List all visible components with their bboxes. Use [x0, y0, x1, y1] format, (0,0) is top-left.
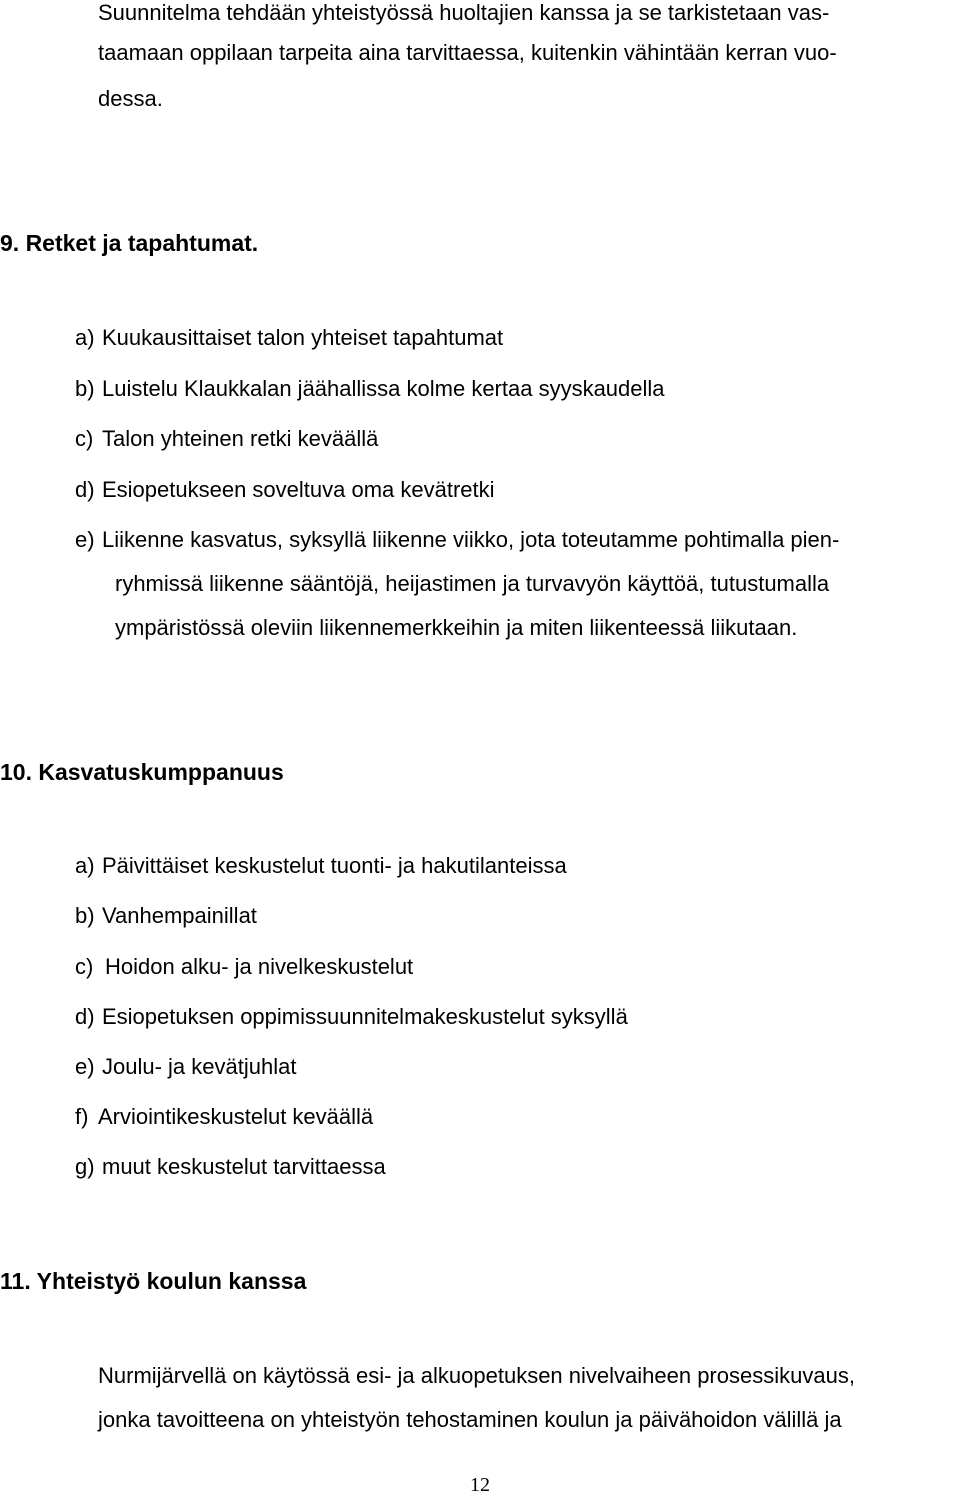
- page-number: 12: [470, 1474, 490, 1496]
- list-item-text: muut keskustelut tarvittaessa: [102, 1154, 386, 1179]
- list-marker: b): [75, 903, 95, 928]
- paragraph-line: jonka tavoitteena on yhteistyön tehostaminen koulun ja päivähoidon välillä ja: [98, 1407, 842, 1432]
- list-item-text: Vanhempainillat: [102, 903, 257, 928]
- section-heading: 9. Retket ja tapahtumat.: [0, 230, 259, 256]
- list-item: [75, 426, 378, 452]
- list-marker: e): [75, 1054, 95, 1079]
- section-heading: 11. Yhteistyö koulun kanssa: [0, 1268, 307, 1294]
- list-marker: a): [75, 853, 95, 878]
- list-item-text: Luistelu Klaukkalan jäähallissa kolme kertaa syyskaudella: [102, 376, 665, 401]
- list-item: [75, 1054, 296, 1080]
- list-item: [75, 325, 503, 351]
- section-heading: 10. Kasvatuskumppanuus: [0, 759, 284, 785]
- list-marker: e): [75, 527, 95, 552]
- list-item-text: Kuukausittaiset talon yhteiset tapahtumat: [102, 325, 504, 350]
- list-marker: b): [75, 376, 95, 401]
- list-item: [75, 527, 839, 553]
- list-marker: a): [75, 325, 95, 350]
- list-item: [75, 1154, 386, 1180]
- list-marker: f): [75, 1104, 89, 1129]
- list-item: [75, 1104, 373, 1130]
- list-item-text: Hoidon alku- ja nivelkeskustelut: [105, 954, 414, 979]
- list-item-text: Esiopetukseen soveltuva oma kevätretki: [102, 477, 495, 502]
- list-item: [75, 853, 567, 879]
- list-marker: c): [75, 426, 94, 451]
- list-marker: d): [75, 1004, 95, 1029]
- list-item-continuation: ympäristössä oleviin liikennemerkkeihin ja miten liikenteessä liikutaan.: [115, 615, 798, 640]
- list-item-text: Päivittäiset keskustelut tuonti- ja hakutilanteissa: [102, 853, 567, 878]
- list-item-text: Liikenne kasvatus, syksyllä liikenne viikko, jota toteutamme pohtimalla pien-: [102, 527, 840, 552]
- list-item: [75, 954, 413, 980]
- intro-line: Suunnitelma tehdään yhteistyössä huoltajien kanssa ja se tarkistetaan vas-: [98, 0, 830, 25]
- paragraph-line: Nurmijärvellä on käytössä esi- ja alkuopetuksen nivelvaiheen prosessikuvaus,: [98, 1363, 855, 1388]
- list-item-continuation: ryhmissä liikenne sääntöjä, heijastimen ja turvavyön käyttöä, tutustumalla: [115, 571, 830, 596]
- list-item: [75, 376, 665, 402]
- list-item-text: Arviointikeskustelut keväällä: [98, 1104, 374, 1129]
- list-item: [75, 903, 257, 929]
- list-item-text: Esiopetuksen oppimissuunnitelmakeskustelut syksyllä: [102, 1004, 628, 1029]
- list-item: [75, 477, 495, 503]
- list-marker: d): [75, 477, 95, 502]
- list-item-text: Talon yhteinen retki keväällä: [102, 426, 379, 451]
- list-marker: g): [75, 1154, 95, 1179]
- list-marker: c): [75, 954, 94, 979]
- intro-line: taamaan oppilaan tarpeita aina tarvittaessa, kuitenkin vähintään kerran vuo-: [98, 40, 837, 65]
- list-item-text: Joulu- ja kevätjuhlat: [102, 1054, 297, 1079]
- list-item: [75, 1004, 628, 1030]
- intro-line: dessa.: [98, 86, 163, 111]
